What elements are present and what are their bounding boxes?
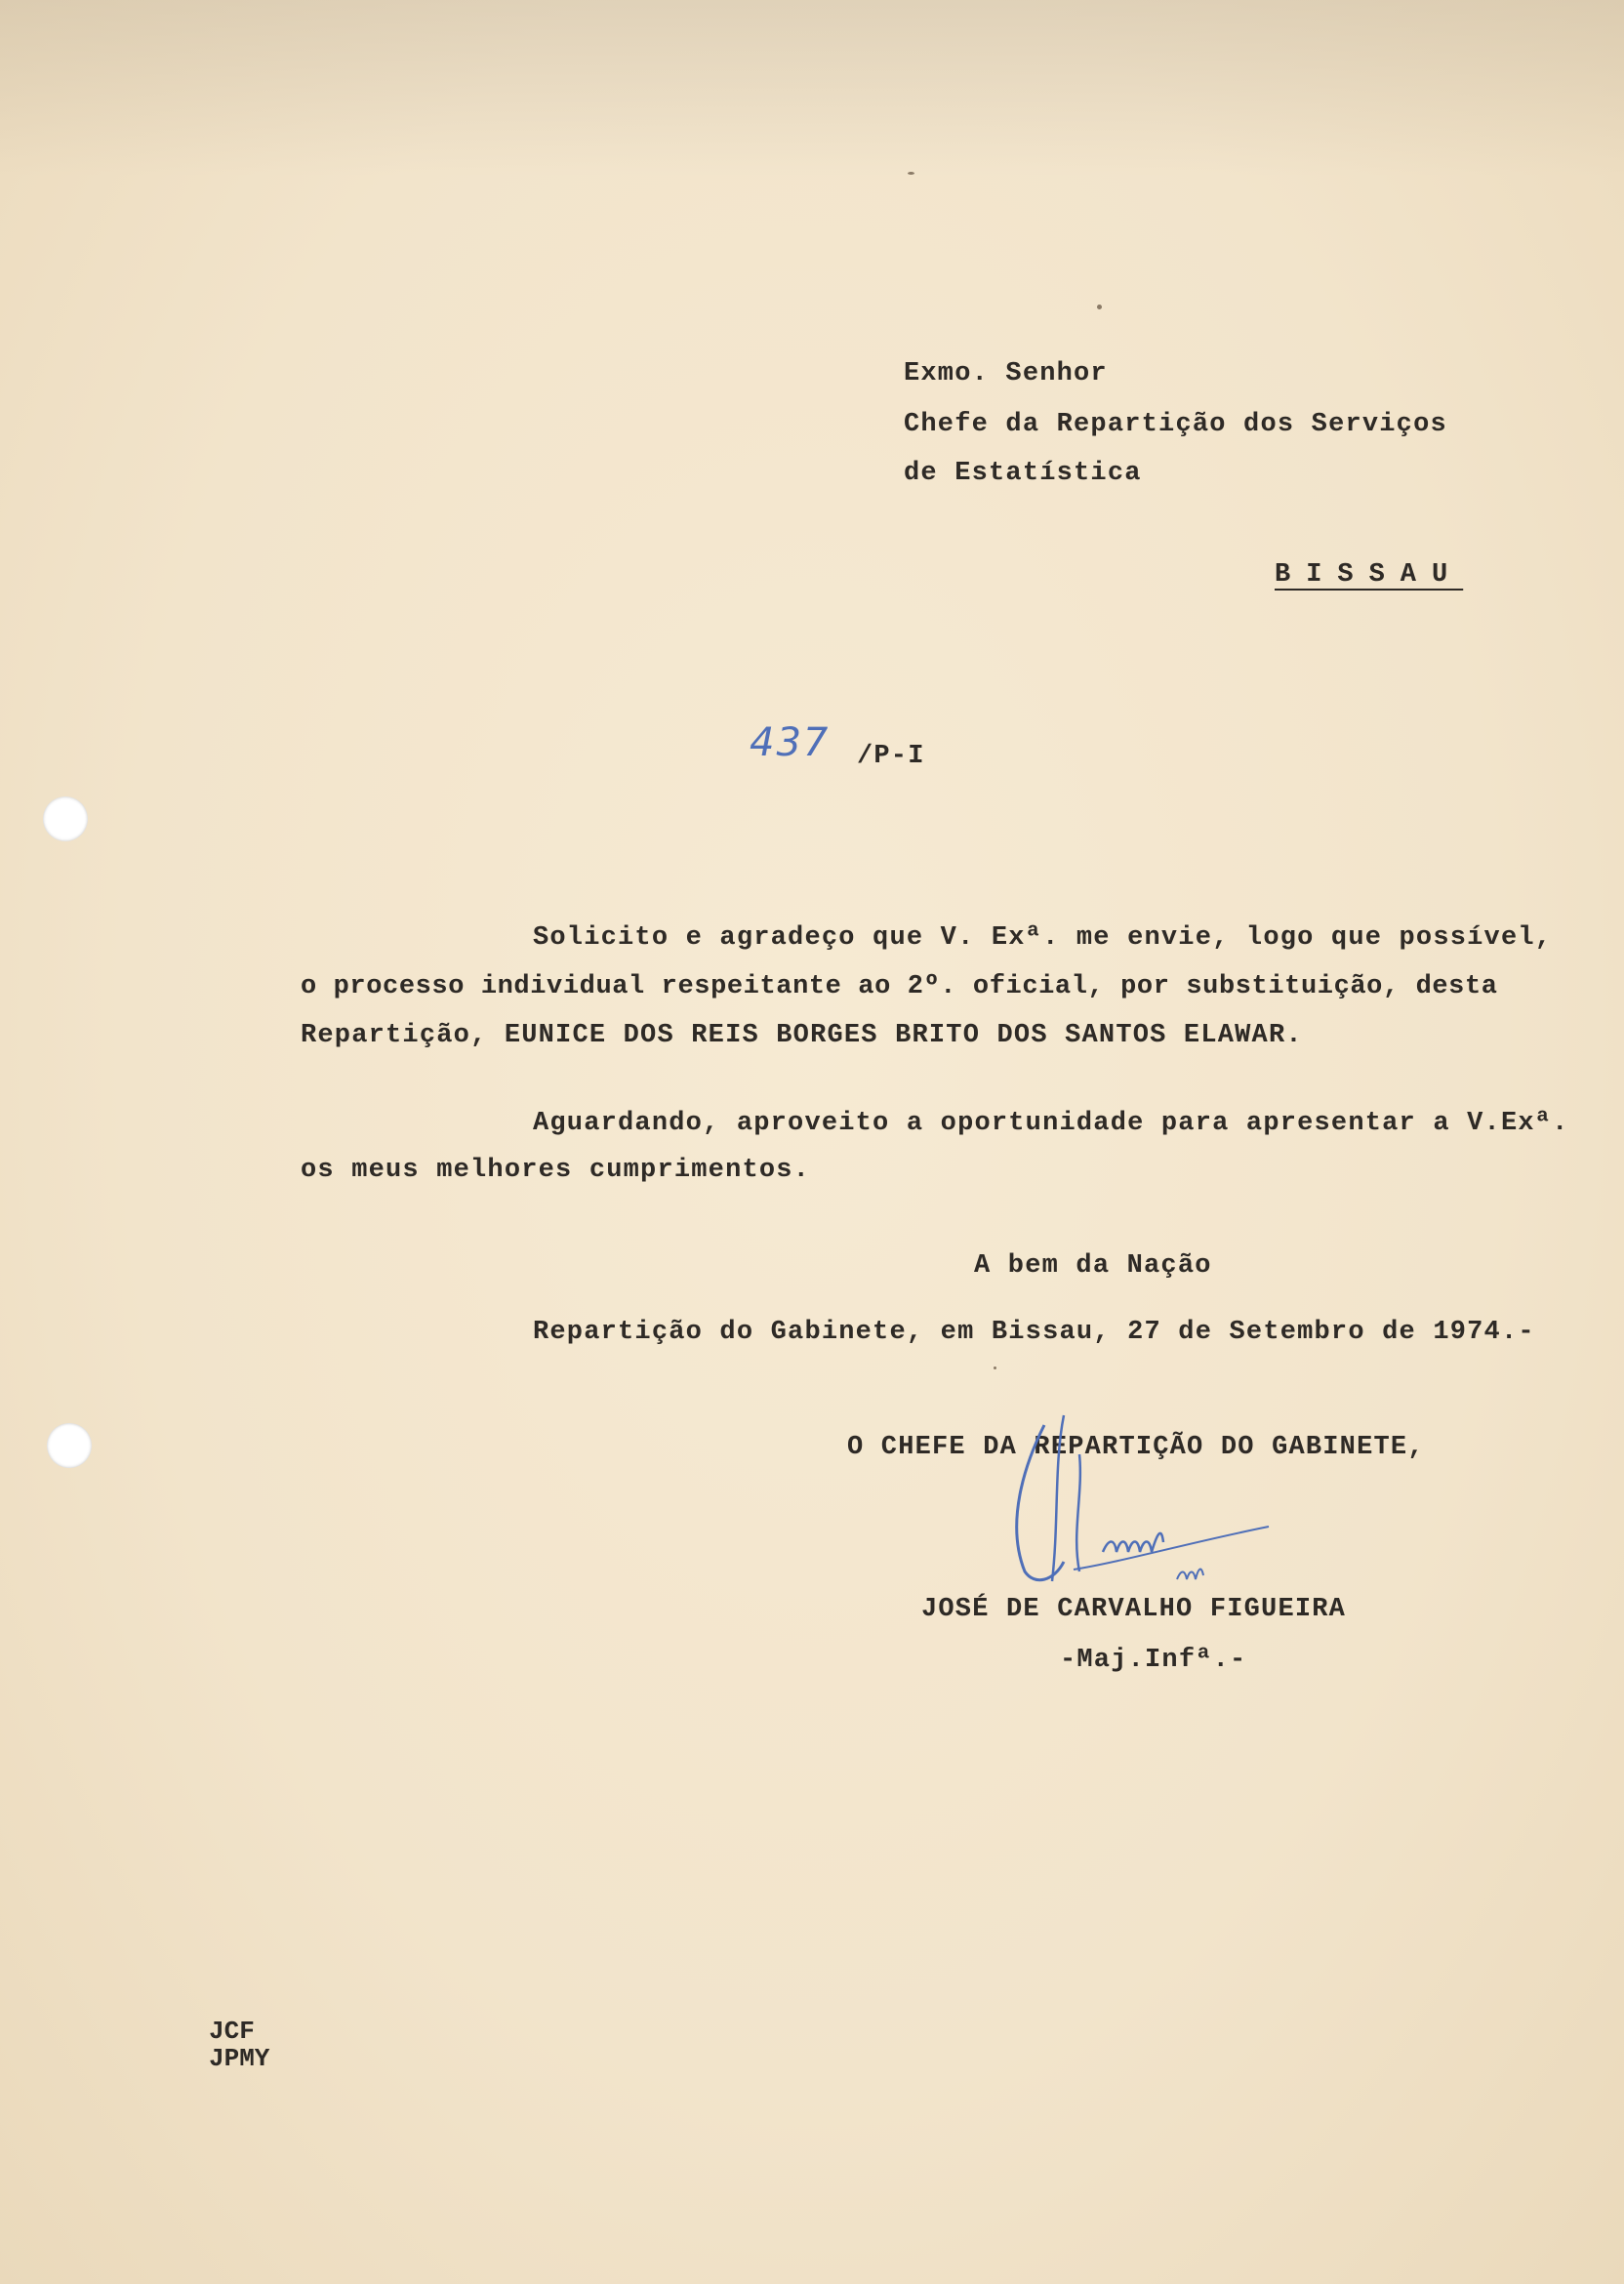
paper-speck [1097,305,1102,309]
initials-line1: JCF [209,2017,255,2046]
body-p1-line3: Repartição, EUNICE DOS REIS BORGES BRITO DOS SANTOS ELAWAR. [301,1021,1303,1050]
closing-motto: A bem da Nação [974,1251,1212,1281]
body-p1-line2 [301,974,1593,1000]
paper-speck [908,172,914,175]
punch-hole-bottom [47,1423,92,1468]
handwritten-signature [986,1406,1279,1601]
reference-number-handwritten: 437 [750,720,831,765]
closing-signatory: JOSÉ DE CARVALHO FIGUEIRA [921,1595,1347,1624]
addressee-title-line2: de Estatística [904,459,1142,488]
closing-rank: -Maj.Infª.- [1060,1646,1247,1675]
closing-role: O CHEFE DA REPARTIÇÃO DO GABINETE, [847,1433,1425,1462]
punch-hole-top [43,796,88,841]
body-p1-line1: Solicito e agradeço que V. Exª. me envie, logo que possível, [533,923,1553,953]
initials-line2: JPMY [209,2044,270,2073]
addressee-salutation: Exmo. Senhor [904,359,1108,388]
closing-place-date: Repartição do Gabinete, em Bissau, 27 de Setembro de 1974.- [533,1318,1535,1347]
body-p1-line2-text: o processo individual respeitante ao 2º. oficial, por substituição, desta [301,972,1498,1001]
paper-stain [0,0,1624,176]
reference-suffix: /P-I [857,742,925,771]
body-p2-line1: Aguardando, aproveito a oportunidade para apresentar a V.Exª. [533,1109,1569,1138]
addressee-city: BISSAU [1275,560,1464,590]
body-p2-line2: os meus melhores cumprimentos. [301,1156,811,1185]
paper-speck [994,1366,996,1369]
addressee-title-line1: Chefe da Repartição dos Serviços [904,410,1447,439]
